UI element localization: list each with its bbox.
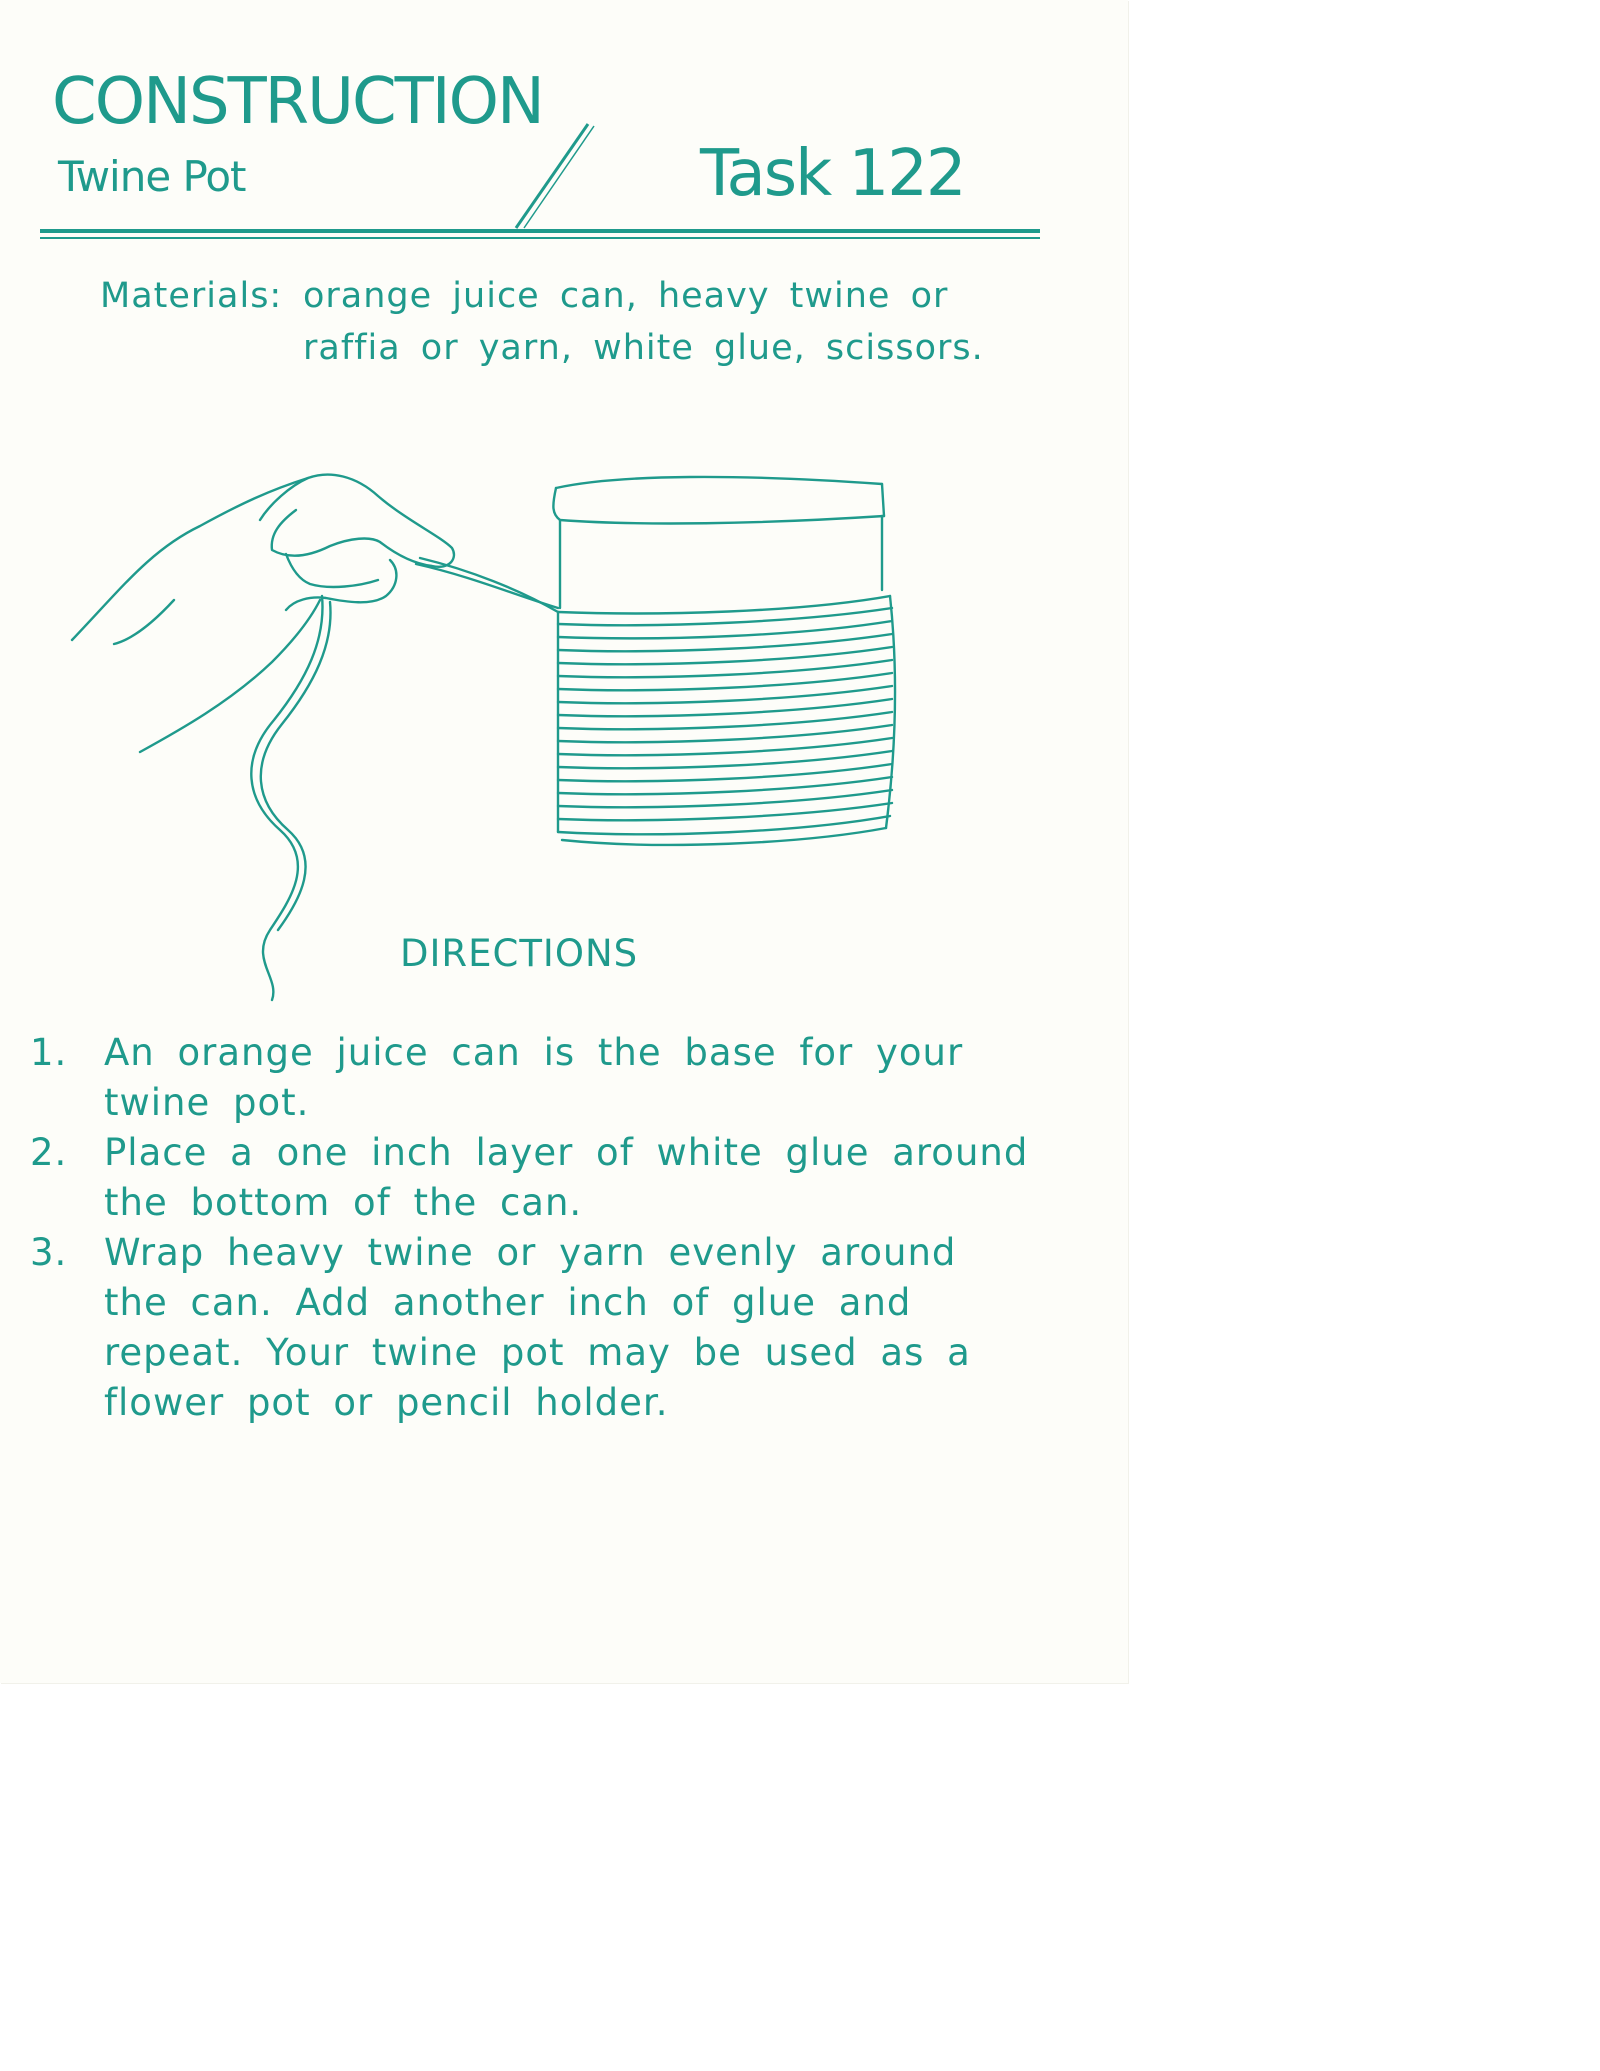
step-text: Place a one inch layer of white glue around the bottom of the can. (104, 1131, 1029, 1224)
task-number: Task 122 (700, 137, 965, 211)
materials-label: Materials: (100, 276, 283, 316)
twine-coils (558, 596, 895, 845)
directions-heading: DIRECTIONS (400, 932, 639, 975)
step-number: 3. (30, 1231, 68, 1274)
project-title: Twine Pot (58, 152, 246, 201)
directions-list (30, 1028, 1030, 1428)
step-text: Wrap heavy twine or yarn evenly around the can. Add another inch of glue and repeat. Your twine pot may be used as a flower pot or pencil holder. (104, 1231, 971, 1424)
step-text: An orange juice can is the base for your twine pot. (104, 1031, 964, 1124)
list-item (30, 1028, 1030, 1128)
materials-list: orange juice can, heavy twine or raffia or yarn, white glue, scissors. (303, 276, 984, 368)
list-item (30, 1128, 1030, 1228)
category-title: CONSTRUCTION (52, 65, 543, 139)
step-number: 2. (30, 1131, 68, 1174)
hand-wrapping-twine-around-can-icon (60, 430, 910, 1010)
header-rule (0, 0, 1128, 260)
list-item (30, 1228, 1030, 1428)
slash-divider (516, 124, 588, 228)
step-number: 1. (30, 1031, 68, 1074)
